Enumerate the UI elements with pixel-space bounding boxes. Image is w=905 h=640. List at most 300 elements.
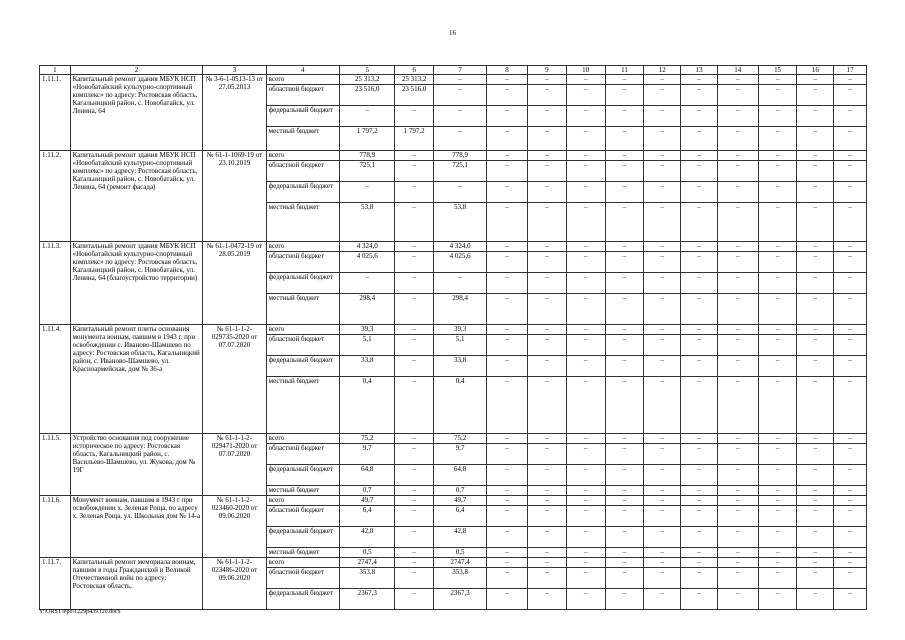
empty-amount-cell: – bbox=[834, 161, 867, 182]
empty-amount-cell: – bbox=[834, 568, 867, 589]
empty-amount-cell: – bbox=[527, 106, 566, 127]
empty-amount-cell: – bbox=[681, 161, 718, 182]
empty-amount-cell: – bbox=[566, 335, 605, 356]
column-number: 14 bbox=[717, 66, 758, 75]
empty-amount-cell: – bbox=[487, 75, 528, 85]
empty-amount-cell: – bbox=[527, 434, 566, 444]
empty-amount-cell: – bbox=[834, 377, 867, 434]
amount-cell: 9,7 bbox=[434, 444, 487, 465]
table-row bbox=[40, 496, 867, 506]
empty-amount-cell: – bbox=[605, 568, 644, 589]
empty-amount-cell: – bbox=[681, 294, 718, 325]
empty-amount-cell: – bbox=[527, 568, 566, 589]
empty-amount-cell: – bbox=[644, 294, 681, 325]
empty-amount-cell: – bbox=[605, 325, 644, 335]
item-number: 1.11.1. bbox=[40, 75, 71, 151]
empty-amount-cell: – bbox=[681, 506, 718, 527]
empty-amount-cell: – bbox=[644, 548, 681, 558]
funding-source: всего bbox=[266, 434, 340, 444]
empty-amount-cell: – bbox=[566, 444, 605, 465]
empty-amount-cell: – bbox=[717, 75, 758, 85]
amount-cell: – bbox=[395, 325, 434, 335]
amount-cell: 2747,4 bbox=[340, 558, 395, 568]
amount-cell: 1 797,2 bbox=[395, 127, 434, 151]
empty-amount-cell: – bbox=[605, 527, 644, 548]
empty-amount-cell: – bbox=[566, 558, 605, 568]
empty-amount-cell: – bbox=[527, 85, 566, 106]
empty-amount-cell: – bbox=[717, 548, 758, 558]
amount-cell: – bbox=[395, 294, 434, 325]
empty-amount-cell: – bbox=[758, 548, 797, 558]
funding-source: местный бюджет bbox=[266, 294, 340, 325]
empty-amount-cell: – bbox=[681, 335, 718, 356]
empty-amount-cell: – bbox=[487, 527, 528, 548]
empty-amount-cell: – bbox=[527, 252, 566, 273]
empty-amount-cell: – bbox=[681, 568, 718, 589]
empty-amount-cell: – bbox=[797, 558, 834, 568]
amount-cell: – bbox=[395, 568, 434, 589]
empty-amount-cell: – bbox=[487, 242, 528, 252]
empty-amount-cell: – bbox=[758, 589, 797, 610]
amount-cell: 2747,4 bbox=[434, 558, 487, 568]
empty-amount-cell: – bbox=[681, 496, 718, 506]
empty-amount-cell: – bbox=[834, 325, 867, 335]
column-number: 10 bbox=[566, 66, 605, 75]
empty-amount-cell: – bbox=[527, 151, 566, 161]
amount-cell: 353,8 bbox=[340, 568, 395, 589]
empty-amount-cell: – bbox=[758, 161, 797, 182]
column-number: 8 bbox=[487, 66, 528, 75]
empty-amount-cell: – bbox=[644, 589, 681, 610]
amount-cell: 49,7 bbox=[434, 496, 487, 506]
amount-cell: – bbox=[395, 589, 434, 610]
table-row bbox=[40, 242, 867, 252]
empty-amount-cell: – bbox=[566, 496, 605, 506]
amount-cell: 53,8 bbox=[434, 203, 487, 242]
empty-amount-cell: – bbox=[566, 356, 605, 377]
amount-cell: 2367,3 bbox=[340, 589, 395, 610]
empty-amount-cell: – bbox=[487, 273, 528, 294]
empty-amount-cell: – bbox=[797, 377, 834, 434]
empty-amount-cell: – bbox=[834, 434, 867, 444]
amount-cell: 5,1 bbox=[340, 335, 395, 356]
empty-amount-cell: – bbox=[797, 356, 834, 377]
empty-amount-cell: – bbox=[681, 106, 718, 127]
empty-amount-cell: – bbox=[758, 294, 797, 325]
empty-amount-cell: – bbox=[527, 203, 566, 242]
empty-amount-cell: – bbox=[758, 496, 797, 506]
column-number: 2 bbox=[70, 66, 203, 75]
amount-cell: 42,8 bbox=[434, 527, 487, 548]
funding-source: местный бюджет bbox=[266, 203, 340, 242]
empty-amount-cell: – bbox=[605, 589, 644, 610]
amount-cell: – bbox=[395, 527, 434, 548]
amount-cell: 0,7 bbox=[434, 486, 487, 496]
empty-amount-cell: – bbox=[644, 335, 681, 356]
amount-cell: 778,9 bbox=[340, 151, 395, 161]
empty-amount-cell: – bbox=[758, 151, 797, 161]
empty-amount-cell: – bbox=[605, 558, 644, 568]
empty-amount-cell: – bbox=[758, 377, 797, 434]
empty-amount-cell: – bbox=[681, 356, 718, 377]
empty-amount-cell: – bbox=[758, 325, 797, 335]
empty-amount-cell: – bbox=[566, 75, 605, 85]
empty-amount-cell: – bbox=[566, 325, 605, 335]
empty-amount-cell: – bbox=[644, 252, 681, 273]
empty-amount-cell: – bbox=[681, 325, 718, 335]
empty-amount-cell: – bbox=[717, 496, 758, 506]
object-name: Капитальный ремонт плиты основания монумента воинам, павшим в 1943 г. при освобождении с. Иваново-Шамшево по адресу: Ростовская область, Кагальницкий район, с. Иваново-Шамшево, ул. Красноармейская, дом № 36-а bbox=[70, 325, 203, 434]
empty-amount-cell: – bbox=[566, 242, 605, 252]
empty-amount-cell: – bbox=[527, 496, 566, 506]
empty-amount-cell: – bbox=[566, 273, 605, 294]
empty-amount-cell: – bbox=[644, 558, 681, 568]
empty-amount-cell: – bbox=[797, 151, 834, 161]
empty-amount-cell: – bbox=[605, 377, 644, 434]
empty-amount-cell: – bbox=[717, 127, 758, 151]
empty-amount-cell: – bbox=[797, 434, 834, 444]
funding-source: федеральный бюджет bbox=[266, 273, 340, 294]
funding-source: федеральный бюджет bbox=[266, 527, 340, 548]
empty-amount-cell: – bbox=[487, 377, 528, 434]
empty-amount-cell: – bbox=[758, 242, 797, 252]
empty-amount-cell: – bbox=[717, 356, 758, 377]
empty-amount-cell: – bbox=[834, 203, 867, 242]
empty-amount-cell: – bbox=[717, 465, 758, 486]
empty-amount-cell: – bbox=[681, 182, 718, 203]
empty-amount-cell: – bbox=[605, 182, 644, 203]
empty-amount-cell: – bbox=[797, 85, 834, 106]
empty-amount-cell: – bbox=[681, 558, 718, 568]
amount-cell: 4 324,0 bbox=[434, 242, 487, 252]
empty-amount-cell: – bbox=[681, 151, 718, 161]
empty-amount-cell: – bbox=[566, 252, 605, 273]
amount-cell: 0,5 bbox=[434, 548, 487, 558]
empty-amount-cell: – bbox=[834, 465, 867, 486]
amount-cell: – bbox=[395, 182, 434, 203]
amount-cell: 25 313,2 bbox=[395, 75, 434, 85]
empty-amount-cell: – bbox=[566, 434, 605, 444]
object-name: Устройство основания под сооружение историческое по адресу: Ростовская область, Кагальницкий район, с. Васильево-Шамшево, ул. Жукова, дом № 19Г bbox=[70, 434, 203, 496]
empty-amount-cell: – bbox=[758, 506, 797, 527]
empty-amount-cell: – bbox=[834, 486, 867, 496]
empty-amount-cell: – bbox=[717, 434, 758, 444]
amount-cell: – bbox=[395, 151, 434, 161]
empty-amount-cell: – bbox=[566, 161, 605, 182]
amount-cell: 53,8 bbox=[340, 203, 395, 242]
empty-amount-cell: – bbox=[644, 182, 681, 203]
amount-cell: – bbox=[340, 273, 395, 294]
table-row bbox=[40, 325, 867, 335]
amount-cell: – bbox=[395, 434, 434, 444]
empty-amount-cell: – bbox=[797, 242, 834, 252]
amount-cell: 75,2 bbox=[340, 434, 395, 444]
amount-cell: – bbox=[395, 506, 434, 527]
empty-amount-cell: – bbox=[527, 75, 566, 85]
empty-amount-cell: – bbox=[717, 161, 758, 182]
empty-amount-cell: – bbox=[487, 548, 528, 558]
empty-amount-cell: – bbox=[487, 106, 528, 127]
empty-amount-cell: – bbox=[681, 252, 718, 273]
empty-amount-cell: – bbox=[797, 127, 834, 151]
empty-amount-cell: – bbox=[834, 506, 867, 527]
empty-amount-cell: – bbox=[681, 85, 718, 106]
empty-amount-cell: – bbox=[797, 106, 834, 127]
empty-amount-cell: – bbox=[566, 506, 605, 527]
amount-cell: – bbox=[395, 486, 434, 496]
table-row bbox=[40, 151, 867, 161]
funding-source: областной бюджет bbox=[266, 568, 340, 589]
amount-cell: 6,4 bbox=[340, 506, 395, 527]
item-number: 1.11.4. bbox=[40, 325, 71, 434]
empty-amount-cell: – bbox=[681, 273, 718, 294]
empty-amount-cell: – bbox=[566, 548, 605, 558]
empty-amount-cell: – bbox=[834, 496, 867, 506]
empty-amount-cell: – bbox=[605, 106, 644, 127]
amount-cell: 353,8 bbox=[434, 568, 487, 589]
amount-cell: 298,4 bbox=[340, 294, 395, 325]
empty-amount-cell: – bbox=[487, 589, 528, 610]
funding-source: всего bbox=[266, 558, 340, 568]
empty-amount-cell: – bbox=[527, 161, 566, 182]
amount-cell: 6,4 bbox=[434, 506, 487, 527]
empty-amount-cell: – bbox=[644, 242, 681, 252]
column-number: 7 bbox=[434, 66, 487, 75]
empty-amount-cell: – bbox=[566, 465, 605, 486]
funding-source: всего bbox=[266, 75, 340, 85]
empty-amount-cell: – bbox=[487, 325, 528, 335]
column-number: 12 bbox=[644, 66, 681, 75]
empty-amount-cell: – bbox=[797, 496, 834, 506]
amount-cell: 64,8 bbox=[434, 465, 487, 486]
amount-cell: – bbox=[434, 127, 487, 151]
empty-amount-cell: – bbox=[566, 203, 605, 242]
empty-amount-cell: – bbox=[717, 325, 758, 335]
empty-amount-cell: – bbox=[834, 527, 867, 548]
empty-amount-cell: – bbox=[834, 294, 867, 325]
expertise-document: № 61-1-1-2-029735-2020 от 07.07.2020 bbox=[203, 325, 266, 434]
empty-amount-cell: – bbox=[681, 75, 718, 85]
empty-amount-cell: – bbox=[717, 203, 758, 242]
empty-amount-cell: – bbox=[681, 377, 718, 434]
empty-amount-cell: – bbox=[758, 106, 797, 127]
amount-cell: – bbox=[395, 356, 434, 377]
column-number: 6 bbox=[395, 66, 434, 75]
amount-cell: – bbox=[434, 85, 487, 106]
empty-amount-cell: – bbox=[681, 203, 718, 242]
amount-cell: – bbox=[395, 161, 434, 182]
program-table bbox=[39, 65, 867, 610]
empty-amount-cell: – bbox=[487, 252, 528, 273]
funding-source: областной бюджет bbox=[266, 444, 340, 465]
empty-amount-cell: – bbox=[717, 242, 758, 252]
object-name: Капитальный ремонт здания МБУК НСП «Новобатайский культурно-спортивный комплекс» по адресу: Ростовская область, Кагальницкий район, с. Новобатайск, ул. Ленина, 64 bbox=[70, 75, 203, 151]
empty-amount-cell: – bbox=[605, 465, 644, 486]
empty-amount-cell: – bbox=[797, 506, 834, 527]
empty-amount-cell: – bbox=[487, 465, 528, 486]
column-number: 16 bbox=[797, 66, 834, 75]
empty-amount-cell: – bbox=[644, 444, 681, 465]
empty-amount-cell: – bbox=[797, 486, 834, 496]
empty-amount-cell: – bbox=[717, 568, 758, 589]
empty-amount-cell: – bbox=[644, 325, 681, 335]
empty-amount-cell: – bbox=[681, 589, 718, 610]
empty-amount-cell: – bbox=[717, 589, 758, 610]
amount-cell: 64,8 bbox=[340, 465, 395, 486]
empty-amount-cell: – bbox=[717, 273, 758, 294]
column-number: 17 bbox=[834, 66, 867, 75]
amount-cell: 0,4 bbox=[434, 377, 487, 434]
amount-cell: – bbox=[395, 496, 434, 506]
amount-cell: – bbox=[340, 182, 395, 203]
empty-amount-cell: – bbox=[605, 434, 644, 444]
empty-amount-cell: – bbox=[527, 335, 566, 356]
empty-amount-cell: – bbox=[758, 465, 797, 486]
empty-amount-cell: – bbox=[717, 506, 758, 527]
amount-cell: – bbox=[395, 106, 434, 127]
empty-amount-cell: – bbox=[834, 356, 867, 377]
object-name: Монумент воинам, павшим в 1943 г при освобождении х. Зеленая Роща, по адресу х. Зеленая Роща, ул. Школьная дом № 14-а bbox=[70, 496, 203, 558]
empty-amount-cell: – bbox=[527, 444, 566, 465]
empty-amount-cell: – bbox=[487, 486, 528, 496]
empty-amount-cell: – bbox=[605, 252, 644, 273]
empty-amount-cell: – bbox=[566, 182, 605, 203]
funding-source: местный бюджет bbox=[266, 548, 340, 558]
empty-amount-cell: – bbox=[566, 294, 605, 325]
empty-amount-cell: – bbox=[566, 151, 605, 161]
expertise-document: № 3-6-1-0513-13 от 27.05.2013 bbox=[203, 75, 266, 151]
empty-amount-cell: – bbox=[681, 486, 718, 496]
empty-amount-cell: – bbox=[758, 558, 797, 568]
empty-amount-cell: – bbox=[834, 151, 867, 161]
empty-amount-cell: – bbox=[644, 273, 681, 294]
item-number: 1.11.7. bbox=[40, 558, 71, 610]
empty-amount-cell: – bbox=[644, 465, 681, 486]
empty-amount-cell: – bbox=[644, 127, 681, 151]
funding-source: всего bbox=[266, 325, 340, 335]
column-number: 11 bbox=[605, 66, 644, 75]
empty-amount-cell: – bbox=[797, 527, 834, 548]
empty-amount-cell: – bbox=[834, 252, 867, 273]
empty-amount-cell: – bbox=[644, 356, 681, 377]
empty-amount-cell: – bbox=[834, 548, 867, 558]
amount-cell: 4 025,6 bbox=[434, 252, 487, 273]
empty-amount-cell: – bbox=[681, 434, 718, 444]
empty-amount-cell: – bbox=[487, 496, 528, 506]
amount-cell: 23 516,0 bbox=[395, 85, 434, 106]
empty-amount-cell: – bbox=[566, 486, 605, 496]
empty-amount-cell: – bbox=[681, 127, 718, 151]
empty-amount-cell: – bbox=[487, 161, 528, 182]
empty-amount-cell: – bbox=[605, 151, 644, 161]
empty-amount-cell: – bbox=[644, 75, 681, 85]
amount-cell: 9,7 bbox=[340, 444, 395, 465]
empty-amount-cell: – bbox=[681, 465, 718, 486]
empty-amount-cell: – bbox=[681, 242, 718, 252]
amount-cell: – bbox=[434, 75, 487, 85]
funding-source: федеральный бюджет bbox=[266, 465, 340, 486]
table-row bbox=[40, 558, 867, 568]
amount-cell: 42,8 bbox=[340, 527, 395, 548]
empty-amount-cell: – bbox=[758, 85, 797, 106]
empty-amount-cell: – bbox=[527, 589, 566, 610]
empty-amount-cell: – bbox=[758, 127, 797, 151]
amount-cell: 4 324,0 bbox=[340, 242, 395, 252]
empty-amount-cell: – bbox=[527, 527, 566, 548]
funding-source: областной бюджет bbox=[266, 252, 340, 273]
expertise-document: № 61-1-0472-19 от 28.05.2019 bbox=[203, 242, 266, 325]
empty-amount-cell: – bbox=[717, 486, 758, 496]
funding-source: областной бюджет bbox=[266, 161, 340, 182]
amount-cell: 298,4 bbox=[434, 294, 487, 325]
empty-amount-cell: – bbox=[758, 273, 797, 294]
empty-amount-cell: – bbox=[644, 486, 681, 496]
empty-amount-cell: – bbox=[644, 106, 681, 127]
empty-amount-cell: – bbox=[717, 151, 758, 161]
empty-amount-cell: – bbox=[681, 548, 718, 558]
empty-amount-cell: – bbox=[797, 75, 834, 85]
empty-amount-cell: – bbox=[527, 465, 566, 486]
empty-amount-cell: – bbox=[834, 558, 867, 568]
file-path: Y:\ORST\Ppo\1229p439.f20.docx bbox=[39, 609, 121, 615]
empty-amount-cell: – bbox=[758, 356, 797, 377]
empty-amount-cell: – bbox=[758, 335, 797, 356]
empty-amount-cell: – bbox=[797, 548, 834, 558]
amount-cell: 33,8 bbox=[434, 356, 487, 377]
amount-cell: – bbox=[395, 558, 434, 568]
empty-amount-cell: – bbox=[605, 294, 644, 325]
empty-amount-cell: – bbox=[717, 106, 758, 127]
empty-amount-cell: – bbox=[681, 527, 718, 548]
empty-amount-cell: – bbox=[605, 496, 644, 506]
empty-amount-cell: – bbox=[487, 568, 528, 589]
item-number: 1.11.3. bbox=[40, 242, 71, 325]
empty-amount-cell: – bbox=[605, 203, 644, 242]
empty-amount-cell: – bbox=[487, 558, 528, 568]
empty-amount-cell: – bbox=[834, 75, 867, 85]
empty-amount-cell: – bbox=[797, 182, 834, 203]
empty-amount-cell: – bbox=[605, 161, 644, 182]
amount-cell: 23 516,0 bbox=[340, 85, 395, 106]
empty-amount-cell: – bbox=[834, 242, 867, 252]
amount-cell: 0,4 bbox=[340, 377, 395, 434]
column-number: 1 bbox=[40, 66, 71, 75]
page-number: 16 bbox=[449, 29, 456, 37]
empty-amount-cell: – bbox=[487, 85, 528, 106]
amount-cell: 725,1 bbox=[340, 161, 395, 182]
empty-amount-cell: – bbox=[758, 486, 797, 496]
amount-cell: 49,7 bbox=[340, 496, 395, 506]
empty-amount-cell: – bbox=[758, 203, 797, 242]
empty-amount-cell: – bbox=[487, 434, 528, 444]
object-name: Капитальный ремонт мемориала воинам, павшим в годы Гражданской и Великой Отечественной войн по адресу: Ростовская область, bbox=[70, 558, 203, 610]
empty-amount-cell: – bbox=[487, 335, 528, 356]
column-number: 4 bbox=[266, 66, 340, 75]
empty-amount-cell: – bbox=[797, 161, 834, 182]
empty-amount-cell: – bbox=[566, 568, 605, 589]
amount-cell: – bbox=[395, 548, 434, 558]
empty-amount-cell: – bbox=[834, 589, 867, 610]
amount-cell: – bbox=[434, 273, 487, 294]
funding-source: местный бюджет bbox=[266, 486, 340, 496]
empty-amount-cell: – bbox=[758, 444, 797, 465]
amount-cell: – bbox=[395, 377, 434, 434]
empty-amount-cell: – bbox=[834, 273, 867, 294]
empty-amount-cell: – bbox=[527, 325, 566, 335]
empty-amount-cell: – bbox=[566, 527, 605, 548]
empty-amount-cell: – bbox=[834, 106, 867, 127]
empty-amount-cell: – bbox=[605, 356, 644, 377]
